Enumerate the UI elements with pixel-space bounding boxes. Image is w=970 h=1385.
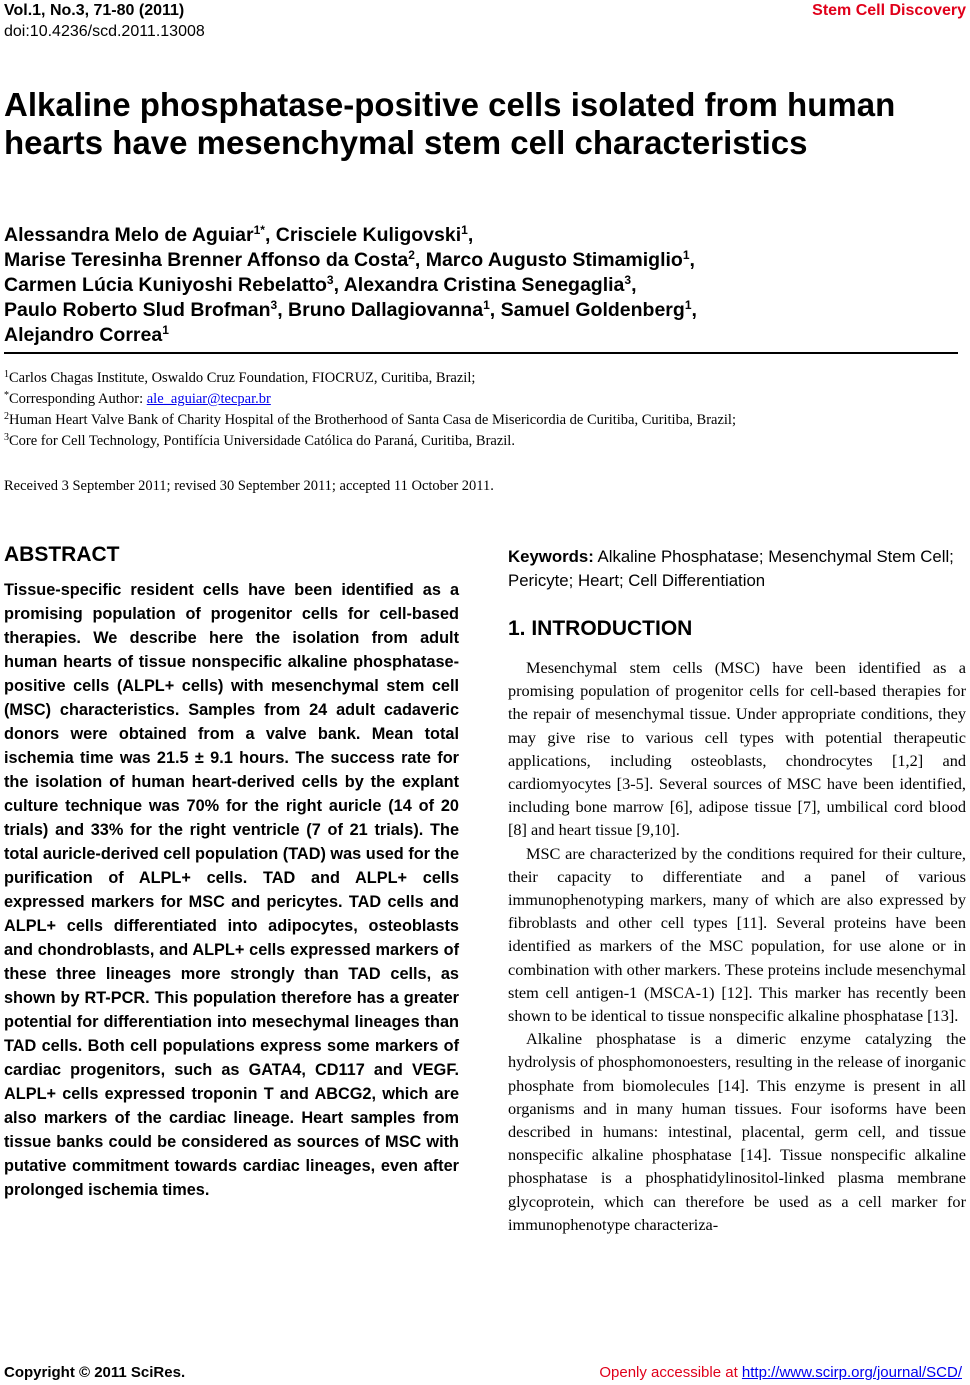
introduction-heading: 1. INTRODUCTION [508, 617, 693, 640]
author-name: Alejandro Correa [4, 324, 163, 346]
author-line [4, 223, 954, 248]
author-affiliation-mark: 1 [461, 223, 468, 237]
introduction-paragraph: MSC are characterized by the conditions required for their culture, their capacity to differentiate and a panel of various immunophenotyping markers, many of which are also expressed by fibroblasts and other cell types [11]. Several proteins have been identified as markers of the MSC population, for use alone or in combination with other markers. These proteins include mesenchymal stem cell antigen-1 (MSCA-1) [12]. This marker has recently been shown to be identical to tissue nonspecific alkaline phosphatase [13]. [508, 843, 966, 1026]
author-affiliation-mark: 1 [684, 298, 692, 312]
open-access-text: Openly accessible at [599, 1364, 742, 1381]
author-affiliation-mark: 2 [408, 248, 415, 262]
author-affiliation-mark: 1* [253, 223, 265, 237]
corresponding-email-link[interactable]: ale_aguiar@tecpar.br [146, 391, 271, 407]
author-name: , Crisciele Kuligovski [264, 224, 462, 246]
abstract-body: Tissue-specific resident cells have been identified as a promising population of progenitor cells for cell-based therapies. We describe here the isolation from adult human hearts of tissue nonspecific alkaline phosphatase-positive cells (ALPL+ cells) with mesenchymal stem cell (MSC) characteristics. Samples from 24 adult cadaveric donors were obtained from a valve bank. Mean total ischemia time was 21.5 ± 9.1 hours. The success rate for the isolation of human heart-derived cells by the explant culture technique was 70% for the right auricle (14 of 20 trials) and 33% for the right ventricle (7 of 21 trials). The total auricle-derived cell population (TAD) was used for the purification of ALPL+ cells. TAD and ALPL+ cells expressed markers for MSC and pericytes. TAD cells and ALPL+ cells differentiated into adipocytes, osteoblasts and chondroblasts, and ALPL+ cells expressed markers of these three lineages more strongly than TAD cells, as shown by RT-PCR. This population therefore has a greater potential for differentiation into mesechymal lineages than TAD cells. Both cell populations express some markers of cardiac progenitors, such as GATA4, CD117 and VEGF. ALPL+ cells expressed troponin T and ABCG2, which are also markers of the cardiac lineage. Heart samples from tissue banks could be considered as sources of MSC with putative commitment towards cardiac lineages, even after prolonged ischemia times. [4, 581, 459, 1199]
author-affiliation-mark: 1 [162, 323, 169, 337]
author-name: , Marco Augusto Stimamiglio [414, 249, 683, 271]
author-separator: , [631, 274, 637, 296]
abstract-section [4, 540, 459, 1202]
author-line [4, 298, 954, 323]
author-name: , Bruno Dallagiovanna [277, 299, 484, 321]
author-name: Marise Teresinha Brenner Affonso da Costa [4, 249, 409, 271]
affiliation-2 [4, 410, 954, 431]
journal-url-link[interactable]: http://www.scirp.org/journal/SCD/ [741, 1364, 962, 1381]
author-affiliation-mark: 1 [682, 248, 690, 262]
doi: doi:10.4236/scd.2011.13008 [4, 23, 205, 40]
open-access-notice [599, 1364, 962, 1381]
keywords-text: Alkaline Phosphatase; Mesenchymal Stem Cell; Pericyte; Heart; Cell Differentiation [508, 547, 954, 590]
received-dates: Received 3 September 2011; revised 30 September 2011; accepted 11 October 2011. [4, 478, 494, 494]
author-affiliation-mark: 3 [326, 273, 334, 287]
running-header [4, 0, 205, 42]
corresponding-author [4, 389, 954, 410]
affiliation-mark: * [4, 390, 9, 401]
affiliation-text: Human Heart Valve Bank of Charity Hospital of the Brotherhood of Santa Casa de Misericordia de Curitiba, Curitiba, Brazil; [9, 412, 736, 428]
affiliation-3 [4, 431, 954, 452]
journal-name: Stem Cell Discovery [812, 2, 966, 19]
author-name: Paulo Roberto Slud Brofman [4, 299, 271, 321]
abstract-heading: ABSTRACT [4, 543, 120, 566]
affiliation-1 [4, 368, 954, 389]
author-line [4, 323, 954, 348]
author-affiliation-mark: 3 [624, 273, 632, 287]
author-line [4, 273, 954, 298]
author-separator: , [691, 299, 697, 321]
affiliation-mark: 2 [4, 411, 9, 422]
affiliation-mark: 3 [4, 432, 9, 443]
title-divider [4, 352, 958, 354]
affiliation-text: Carlos Chagas Institute, Oswaldo Cruz Foundation, FIOCRUZ, Curitiba, Brazil; [9, 370, 476, 386]
affiliations [4, 368, 954, 452]
corresponding-label: Corresponding Author: [9, 391, 147, 407]
author-affiliation-mark: 3 [270, 298, 278, 312]
author-name: Alessandra Melo de Aguiar [4, 224, 254, 246]
author-separator: , [467, 224, 474, 246]
right-column [508, 545, 966, 1236]
author-affiliation-mark: 1 [483, 298, 490, 312]
introduction-paragraph: Mesenchymal stem cells (MSC) have been identified as a promising population of progenitor cells for cell-based therapies for the repair of mesenchymal tissue. Under appropriate conditions, they may give rise to various cell types with potential therapeutic applications, including osteoblasts, chondrocytes [1,2] and cardiomyocytes [3-5]. Several sources of MSC have been identified, including bone marrow [6], adipose tissue [7], umbilical cord blood [8] and heart tissue [9,10]. [508, 658, 966, 840]
author-line [4, 248, 954, 273]
author-list [4, 223, 954, 348]
author-name: , Samuel Goldenberg [489, 299, 685, 321]
author-separator: , [689, 249, 695, 271]
introduction-paragraph: Alkaline phosphatase is a dimeric enzyme catalyzing the hydrolysis of phosphomonoesters, resulting in the release of inorganic phosphate from biomolecules [14]. This enzyme is present in all organisms and in many human tissues. Four isoforms have been described in humans: intestinal, placental, germ cell, and tissue nonspecific alkaline phosphatase [14]. Tissue nonspecific alkaline phosphatase is a phosphatidylinositol-linked plasma membrane glycoprotein, which can therefore be used as a cell marker for immunophenotype characteriza- [508, 1029, 966, 1234]
author-name: Carmen Lúcia Kuniyoshi Rebelatto [4, 274, 327, 296]
author-name: , Alexandra Cristina Senegaglia [333, 274, 625, 296]
affiliation-text: Core for Cell Technology, Pontifícia Universidade Católica do Paraná, Curitiba, Brazil. [9, 433, 515, 449]
keywords-label: Keywords: [508, 547, 594, 566]
paper-title: Alkaline phosphatase-positive cells isolated from human hearts have mesenchymal stem cell characteristics [4, 86, 896, 161]
volume-info: Vol.1, No.3, 71-80 (2011) [4, 2, 185, 19]
copyright-notice: Copyright © 2011 SciRes. [4, 1364, 186, 1381]
keywords [508, 545, 966, 593]
affiliation-mark: 1 [4, 369, 9, 380]
